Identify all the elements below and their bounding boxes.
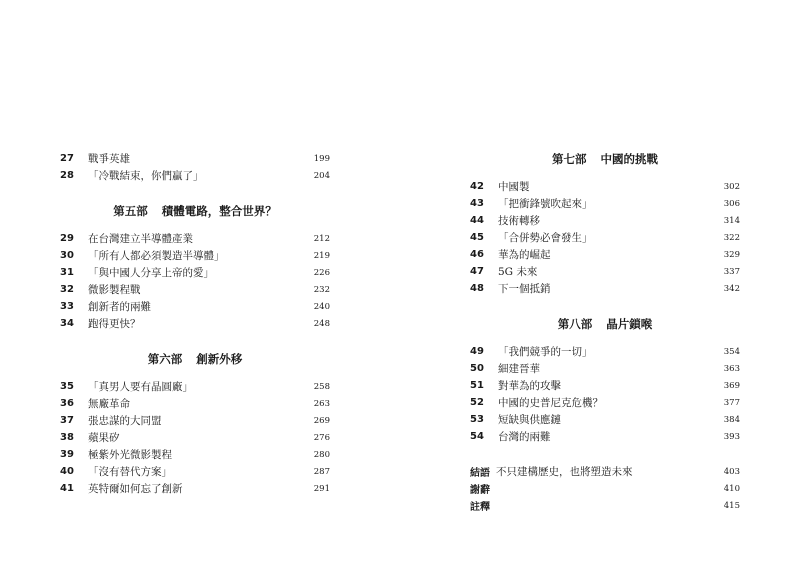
- page-number: 314: [723, 215, 740, 226]
- page-number: 410: [723, 483, 740, 494]
- chapter-number: 42: [470, 181, 484, 192]
- chapter-title: 戰爭英雄: [88, 153, 130, 165]
- toc-entry: [470, 394, 740, 411]
- chapter-number: 40: [60, 466, 74, 477]
- chapter-title: 張忠謀的大同盟: [88, 415, 162, 427]
- toc-section-part8: [470, 343, 740, 445]
- chapter-number: 27: [60, 153, 74, 164]
- chapter-title: 台灣的兩難: [498, 431, 551, 443]
- chapter-title: 中國的史普尼克危機？: [498, 397, 603, 409]
- chapter-number: 51: [470, 380, 484, 391]
- toc-entry: [60, 230, 330, 247]
- page-number: 226: [313, 267, 330, 278]
- toc-entry: [60, 247, 330, 264]
- toc-right-column: [470, 150, 740, 514]
- chapter-title: 不只建構歷史，也將塑造未來: [496, 466, 633, 478]
- page-number: 276: [313, 432, 330, 443]
- chapter-title: 跑得更快？: [88, 318, 141, 330]
- chapter-number: 39: [60, 449, 74, 460]
- toc-entry: [470, 497, 740, 514]
- part-heading-7: [470, 150, 740, 167]
- chapter-number: 38: [60, 432, 74, 443]
- chapter-title: 華為的崛起: [498, 249, 551, 261]
- page-number: 306: [723, 198, 740, 209]
- chapter-number: 結語: [470, 468, 490, 479]
- page-number: 384: [723, 414, 740, 425]
- chapter-title: 「我們競爭的一切」: [498, 346, 593, 358]
- toc-entry: [60, 315, 330, 332]
- page-number: 280: [313, 449, 330, 460]
- page-number: 369: [723, 380, 740, 391]
- part-title: 積體電路，整合世界？: [161, 203, 277, 218]
- chapter-title: 中國製: [498, 181, 530, 193]
- chapter-number: 43: [470, 198, 484, 209]
- toc-section-part5: [60, 230, 330, 332]
- chapter-number: 41: [60, 483, 74, 494]
- chapter-title: 「冷戰結束，你們贏了」: [88, 170, 204, 182]
- chapter-title: 在台灣建立半導體產業: [88, 233, 193, 245]
- toc-entry: [470, 229, 740, 246]
- chapter-number: 謝辭: [470, 485, 490, 496]
- toc-section-part7: [470, 178, 740, 297]
- chapter-number: 31: [60, 267, 74, 278]
- toc-entry: [470, 263, 740, 280]
- chapter-number: 47: [470, 266, 484, 277]
- chapter-number: 50: [470, 363, 484, 374]
- chapter-number: 32: [60, 284, 74, 295]
- page-number: 219: [313, 250, 330, 261]
- chapter-title: 無廠革命: [88, 398, 130, 410]
- chapter-title: 「與中國人分享上帝的愛」: [88, 267, 214, 279]
- part-title: 中國的挑戰: [600, 151, 658, 166]
- page-number: 302: [723, 181, 740, 192]
- page-number: 403: [723, 466, 740, 477]
- toc-entry: [60, 480, 330, 497]
- chapter-title: 5G 未來: [498, 266, 538, 278]
- chapter-number: 34: [60, 318, 74, 329]
- chapter-number: 48: [470, 283, 484, 294]
- toc-left-column: [60, 150, 330, 497]
- page-number: 269: [313, 415, 330, 426]
- toc-entry: [60, 446, 330, 463]
- page-number: 363: [723, 363, 740, 374]
- page-number: 263: [313, 398, 330, 409]
- chapter-title: 細建晉華: [498, 363, 540, 375]
- page-number: 291: [313, 483, 330, 494]
- page-number: 232: [313, 284, 330, 295]
- toc-section-part6: [60, 378, 330, 497]
- toc-entry: [60, 412, 330, 429]
- chapter-number: 49: [470, 346, 484, 357]
- chapter-number: 29: [60, 233, 74, 244]
- part-heading-5: [60, 202, 330, 219]
- page-number: 322: [723, 232, 740, 243]
- toc-section-part4-tail: [60, 150, 330, 184]
- chapter-number: 註釋: [470, 502, 490, 513]
- chapter-number: 28: [60, 170, 74, 181]
- part-label: 第七部: [552, 151, 587, 166]
- part-label: 第六部: [147, 351, 183, 366]
- toc-entry: [60, 378, 330, 395]
- toc-entry: [60, 281, 330, 298]
- part-heading-8: [470, 315, 740, 332]
- toc-entry: [470, 411, 740, 428]
- toc-entry: [60, 429, 330, 446]
- chapter-number: 52: [470, 397, 484, 408]
- part-heading-6: [60, 350, 330, 367]
- chapter-number: 33: [60, 301, 74, 312]
- toc-entry: [470, 178, 740, 195]
- chapter-title: 微影製程戰: [88, 284, 141, 296]
- toc-entry: [470, 360, 740, 377]
- chapter-title: 蘋果矽: [88, 432, 120, 444]
- chapter-title: 「合併勢必會發生」: [498, 232, 593, 244]
- toc-entry: [60, 150, 330, 167]
- toc-entry: [470, 428, 740, 445]
- toc-entry: [470, 195, 740, 212]
- page-number: 354: [723, 346, 740, 357]
- chapter-title: 創新者的兩難: [88, 301, 151, 313]
- chapter-number: 35: [60, 381, 74, 392]
- chapter-number: 45: [470, 232, 484, 243]
- page-number: 342: [723, 283, 740, 294]
- chapter-title: 下一個抵銷: [498, 283, 551, 295]
- page-number: 287: [313, 466, 330, 477]
- page-number: 415: [723, 500, 740, 511]
- page-number: 240: [313, 301, 330, 312]
- toc-entry: [470, 377, 740, 394]
- toc-entry: [60, 298, 330, 315]
- chapter-number: 53: [470, 414, 484, 425]
- toc-entry: [470, 343, 740, 360]
- chapter-number: 46: [470, 249, 484, 260]
- part-label: 第八部: [557, 316, 593, 331]
- page-number: 393: [723, 431, 740, 442]
- toc-entry: [60, 395, 330, 412]
- toc-entry: [470, 463, 740, 480]
- page-number: 329: [723, 249, 740, 260]
- chapter-number: 54: [470, 431, 484, 442]
- chapter-title: 對華為的攻擊: [498, 380, 561, 392]
- chapter-title: 「把衝鋒號吹起來」: [498, 198, 593, 210]
- toc-entry: [470, 246, 740, 263]
- toc-entry: [60, 264, 330, 281]
- page-number: 337: [723, 266, 740, 277]
- chapter-title: 極紫外光微影製程: [88, 449, 172, 461]
- toc-section-backmatter: [470, 463, 740, 514]
- page-number: 248: [313, 318, 330, 329]
- page-number: 204: [313, 170, 330, 181]
- toc-entry: [470, 280, 740, 297]
- part-label: 第五部: [113, 203, 148, 218]
- chapter-number: 44: [470, 215, 484, 226]
- toc-entry: [60, 463, 330, 480]
- chapter-number: 36: [60, 398, 74, 409]
- chapter-number: 30: [60, 250, 74, 261]
- page-number: 199: [313, 153, 330, 164]
- chapter-title: 「所有人都必須製造半導體」: [88, 250, 225, 262]
- chapter-number: 37: [60, 415, 74, 426]
- chapter-title: 「真男人要有晶圓廠」: [88, 381, 193, 393]
- chapter-title: 技術轉移: [498, 215, 540, 227]
- chapter-title: 「沒有替代方案」: [88, 466, 172, 478]
- chapter-title: 短缺與供應鏈: [498, 414, 561, 426]
- part-title: 創新外移: [196, 351, 243, 366]
- toc-entry: [470, 480, 740, 497]
- page-number: 258: [313, 381, 330, 392]
- part-title: 晶片鎖喉: [606, 316, 653, 331]
- toc-entry: [470, 212, 740, 229]
- toc-entry: [60, 167, 330, 184]
- page-number: 212: [313, 233, 330, 244]
- page-number: 377: [723, 397, 740, 408]
- chapter-title: 英特爾如何忘了創新: [88, 483, 183, 495]
